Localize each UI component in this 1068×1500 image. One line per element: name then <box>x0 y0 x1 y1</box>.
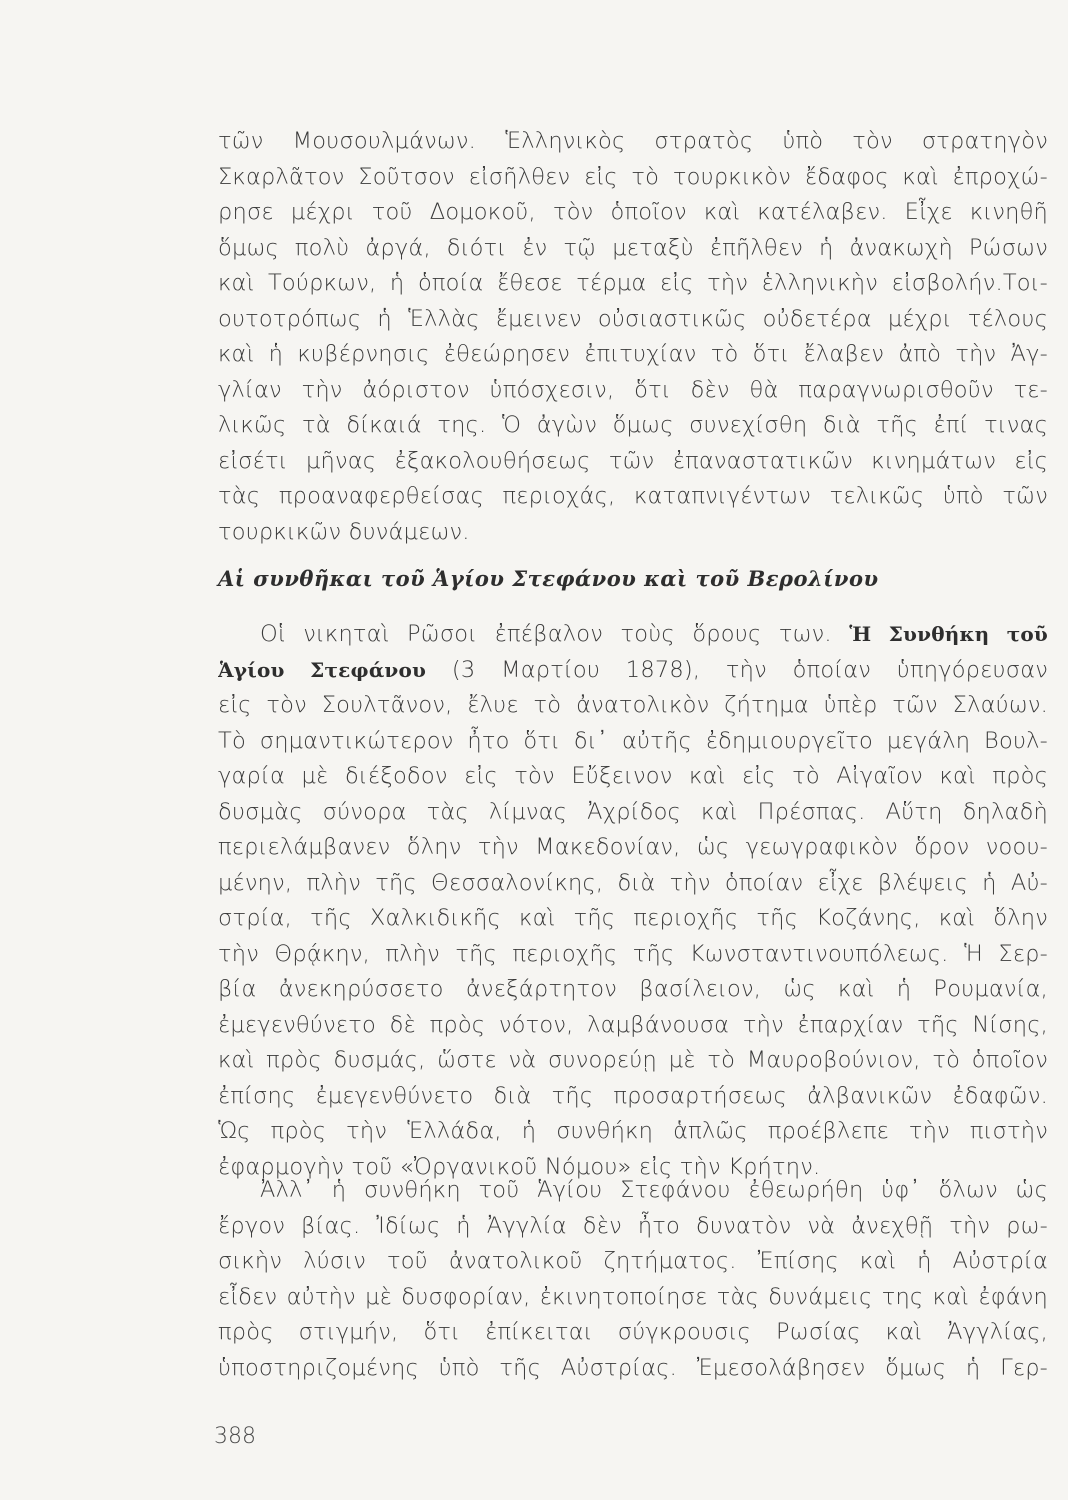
text-line: ουτοτρόπως ἡ Ἑλλὰς ἔμεινεν οὐσιαστικῶς οὐδετέρα μέχρι τέλους <box>218 305 1048 332</box>
text-line: στρία, τῆς Χαλκιδικῆς καὶ τῆς περιοχῆς τῆς Κοζάνης, καὶ ὅλην <box>218 905 1048 931</box>
text-line: καὶ πρὸς δυσμάς, ὥστε νὰ συνορεύῃ μὲ τὸ Μαυροβούνιον, τὸ ὁποῖον <box>218 1047 1048 1073</box>
paragraph-treaty-san-stefano <box>218 617 1048 1185</box>
text-line: τῶν Μουσουλμάνων. Ἑλληνικὸς στρατὸς ὑπὸ τὸν στρατηγὸν <box>218 128 1048 154</box>
text-line: γλίαν τὴν ἀόριστον ὑπόσχεσιν, ὅτι δὲν θὰ παραγνωρισθοῦν τε- <box>218 376 1048 403</box>
text-line: βία ἀνεκηρύσσετο ἀνεξάρτητον βασίλειον, ὡς καὶ ἡ Ρουμανία, <box>218 976 1048 1002</box>
text-line: ἐμεγενθύνετο δὲ πρὸς νότον, λαμβάνουσα τὴν ἐπαρχίαν τῆς Νίσης, <box>218 1011 1048 1038</box>
text-line: ἐπίσης ἐμεγενθύνετο διὰ τῆς προσαρτήσεως ἀλβανικῶν ἐδαφῶν. <box>218 1082 1048 1109</box>
text-line: εἰσέτι μῆνας ἐξακολουθήσεως τῶν ἐπαναστατικῶν κινημάτων εἰς <box>218 447 1048 474</box>
text-line: καὶ ἡ κυβέρνησις ἐθεώρησεν ἐπιτυχίαν τὸ ὅτι ἔλαβεν ἀπὸ τὴν Ἀγ- <box>218 341 1048 367</box>
text-line: τὰς προαναφερθείσας περιοχάς, καταπνιγέντων τελικῶς ὑπὸ τῶν <box>218 483 1048 509</box>
text-line: ὅμως πολὺ ἀργά, διότι ἐν τῷ μεταξὺ ἐπῆλθεν ἡ ἀνακωχὴ Ρώσων <box>218 234 1048 261</box>
text-line: εἰς τὸν Σουλτᾶνον, ἔλυε τὸ ἀνατολικὸν ζήτημα ὑπὲρ τῶν Σλαύων. <box>218 692 1048 718</box>
text-line: Σκαρλᾶτον Σοῦτσον εἰσῆλθεν εἰς τὸ τουρκικὸν ἔδαφος καὶ ἐπροχώ- <box>218 163 1048 190</box>
text-line: ἐφαρμογὴν τοῦ «Ὀργανικοῦ Νόμου» εἰς τὴν Κρήτην. <box>218 1153 821 1180</box>
text-line: Ἀλλ᾽ ἡ συνθήκη τοῦ Ἁγίου Στεφάνου ἐθεωρήθη ὑφ᾽ ὅλων ὡς <box>260 1177 1048 1203</box>
text-line: ρησε μέχρι τοῦ Δομοκοῦ, τὸν ὁποῖον καὶ κατέλαβεν. Εἶχε κινηθῆ <box>218 199 1048 225</box>
page-number: 388 <box>214 1424 256 1449</box>
text-line: Τὸ σημαντικώτερον ἦτο ὅτι δι᾽ αὐτῆς ἐδημιουργεῖτο μεγάλη Βουλ- <box>218 727 1048 754</box>
paragraph-violence-reaction <box>218 1173 1048 1386</box>
text-line: Ὡς πρὸς τὴν Ἑλλάδα, ἡ συνθήκη ἁπλῶς προέβλεπε τὴν πιστὴν <box>218 1118 1048 1144</box>
text-line: τὴν Θρᾴκην, πλὴν τῆς περιοχῆς τῆς Κωνσταντινουπόλεως. Ἡ Σερ- <box>218 940 1048 967</box>
treaty-name-bold: Ἡ Συνθήκη τοῦ <box>849 622 1048 646</box>
text-line: ἔργον βίας. Ἰδίως ἡ Ἀγγλία δὲν ἦτο δυνατὸν νὰ ἀνεχθῇ τὴν ρω- <box>218 1212 1048 1239</box>
text-segment: (3 Μαρτίου 1878), τὴν ὁποίαν ὑπηγόρευσαν <box>451 656 1048 683</box>
text-line: πρὸς στιγμήν, ὅτι ἐπίκειται σύγκρουσις Ρωσίας καὶ Ἀγγλίας, <box>218 1319 1048 1345</box>
section-heading: Αἱ συνθῆκαι τοῦ Ἁγίου Στεφάνου καὶ τοῦ Βερολίνου <box>218 566 879 591</box>
paragraph-muslims-greek-army <box>218 124 1048 550</box>
text-line: τουρκικῶν δυνάμεων. <box>218 518 470 545</box>
text-segment: Οἱ νικηταὶ Ρῶσοι ἐπέβαλον τοὺς ὅρους των. <box>260 621 832 647</box>
text-line <box>218 653 1048 689</box>
text-line: εἶδεν αὐτὴν μὲ δυσφορίαν, ἐκινητοποίησε τὰς δυνάμεις της καὶ ἐφάνη <box>218 1283 1048 1310</box>
text-line: γαρία μὲ διέξοδον εἰς τὸν Εὔξεινον καὶ εἰς τὸ Αἰγαῖον καὶ πρὸς <box>218 763 1048 789</box>
text-line: δυσμὰς σύνορα τὰς λίμνας Ἀχρίδος καὶ Πρέσπας. Αὕτη δηλαδὴ <box>218 798 1048 825</box>
text-line: μένην, πλὴν τῆς Θεσσαλονίκης, διὰ τὴν ὁποίαν εἶχε βλέψεις ἡ Αὐ- <box>218 869 1048 896</box>
treaty-name-bold: Ἁγίου Στεφάνου <box>218 657 427 682</box>
text-line: λικῶς τὰ δίκαιά της. Ὁ ἀγὼν ὅμως συνεχίσθη διὰ τῆς ἐπί τινας <box>218 412 1048 438</box>
text-line: περιελάμβανεν ὅλην τὴν Μακεδονίαν, ὡς γεωγραφικὸν ὅρον νοου- <box>218 834 1048 860</box>
text-line <box>218 617 1048 653</box>
text-line: ὑποστηριζομένης ὑπὸ τῆς Αὐστρίας. Ἐμεσολάβησεν ὅμως ἡ Γερ- <box>218 1354 1048 1381</box>
text-line: καὶ Τούρκων, ἡ ὁποία ἔθεσε τέρμα εἰς τὴν ἑλληνικὴν εἰσβολήν.Τοι- <box>218 270 1048 296</box>
text-line: σικὴν λύσιν τοῦ ἀνατολικοῦ ζητήματος. Ἐπίσης καὶ ἡ Αὐστρία <box>218 1248 1048 1274</box>
